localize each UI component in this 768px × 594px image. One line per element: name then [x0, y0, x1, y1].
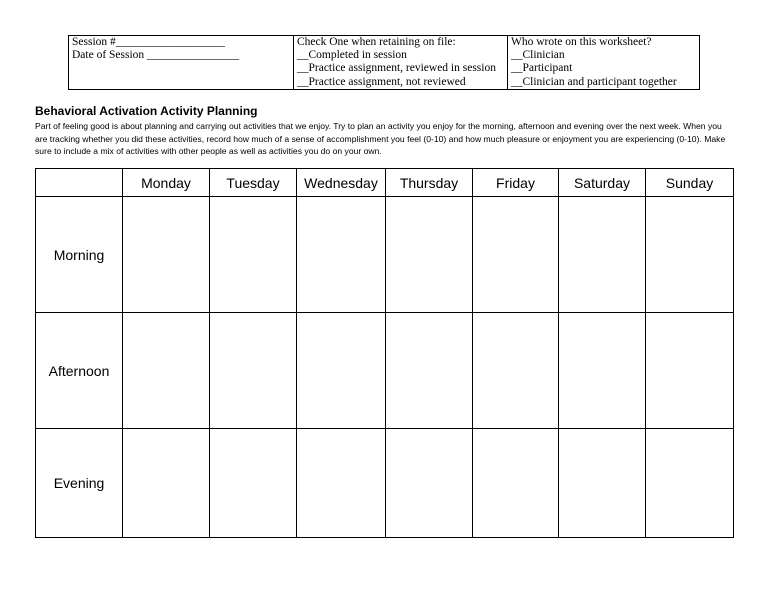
option-clinician[interactable]: __Clinician	[511, 49, 565, 62]
session-date-field[interactable]: Date of Session ________________	[72, 49, 240, 62]
session-info-table	[68, 35, 700, 90]
retention-check-heading: Check One when retaining on file:	[297, 36, 456, 48]
day-header-saturday: Saturday	[559, 169, 646, 197]
period-label-evening: Evening	[36, 429, 123, 538]
table-row	[36, 429, 734, 538]
period-label-morning: Morning	[36, 197, 123, 313]
cell-evening-sunday[interactable]	[646, 429, 734, 538]
cell-morning-tuesday[interactable]	[210, 197, 297, 313]
option-together[interactable]: __Clinician and participant together	[511, 75, 677, 88]
table-row	[36, 197, 734, 313]
cell-afternoon-monday[interactable]	[123, 313, 210, 429]
cell-morning-sunday[interactable]	[646, 197, 734, 313]
cell-evening-friday[interactable]	[473, 429, 559, 538]
day-header-monday: Monday	[123, 169, 210, 197]
retention-check-cell	[294, 36, 508, 90]
day-header-friday: Friday	[473, 169, 559, 197]
worksheet-title: Behavioral Activation Activity Planning	[35, 104, 258, 118]
cell-evening-wednesday[interactable]	[297, 429, 386, 538]
period-label-afternoon: Afternoon	[36, 313, 123, 429]
cell-afternoon-thursday[interactable]	[386, 313, 473, 429]
author-check-cell	[508, 36, 700, 90]
cell-evening-thursday[interactable]	[386, 429, 473, 538]
cell-evening-saturday[interactable]	[559, 429, 646, 538]
day-header-thursday: Thursday	[386, 169, 473, 197]
cell-evening-monday[interactable]	[123, 429, 210, 538]
option-completed-in-session[interactable]: __Completed in session	[297, 49, 407, 62]
day-header-wednesday: Wednesday	[297, 169, 386, 197]
day-header-tuesday: Tuesday	[210, 169, 297, 197]
cell-morning-thursday[interactable]	[386, 197, 473, 313]
session-number-field[interactable]: Session #___________________	[72, 36, 226, 48]
cell-afternoon-wednesday[interactable]	[297, 313, 386, 429]
table-row	[36, 313, 734, 429]
option-participant[interactable]: __Participant	[511, 62, 573, 75]
cell-morning-saturday[interactable]	[559, 197, 646, 313]
worksheet-instructions: Part of feeling good is about planning and carrying out activities that we enjoy. Try to plan an activity you enjoy for the morning, afternoon and evening over the next week. When you are tracking whether you did these activities, record how much of a sense of accomplishment you feel (0-10) and how much pleasure or enjoyment you are experiencing (0-10). Make sure to include a mix of activities with other people as well as activities you do on your own.	[35, 121, 726, 156]
activity-planning-grid	[35, 168, 734, 538]
cell-afternoon-saturday[interactable]	[559, 313, 646, 429]
cell-afternoon-tuesday[interactable]	[210, 313, 297, 429]
option-practice-not-reviewed[interactable]: __Practice assignment, not reviewed	[297, 75, 466, 88]
cell-afternoon-friday[interactable]	[473, 313, 559, 429]
cell-morning-monday[interactable]	[123, 197, 210, 313]
corner-cell	[36, 169, 123, 197]
option-practice-reviewed[interactable]: __Practice assignment, reviewed in session	[297, 62, 496, 75]
session-details-cell	[69, 36, 294, 90]
cell-morning-wednesday[interactable]	[297, 197, 386, 313]
cell-afternoon-sunday[interactable]	[646, 313, 734, 429]
day-header-sunday: Sunday	[646, 169, 734, 197]
cell-evening-tuesday[interactable]	[210, 429, 297, 538]
cell-morning-friday[interactable]	[473, 197, 559, 313]
author-check-heading: Who wrote on this worksheet?	[511, 36, 652, 48]
